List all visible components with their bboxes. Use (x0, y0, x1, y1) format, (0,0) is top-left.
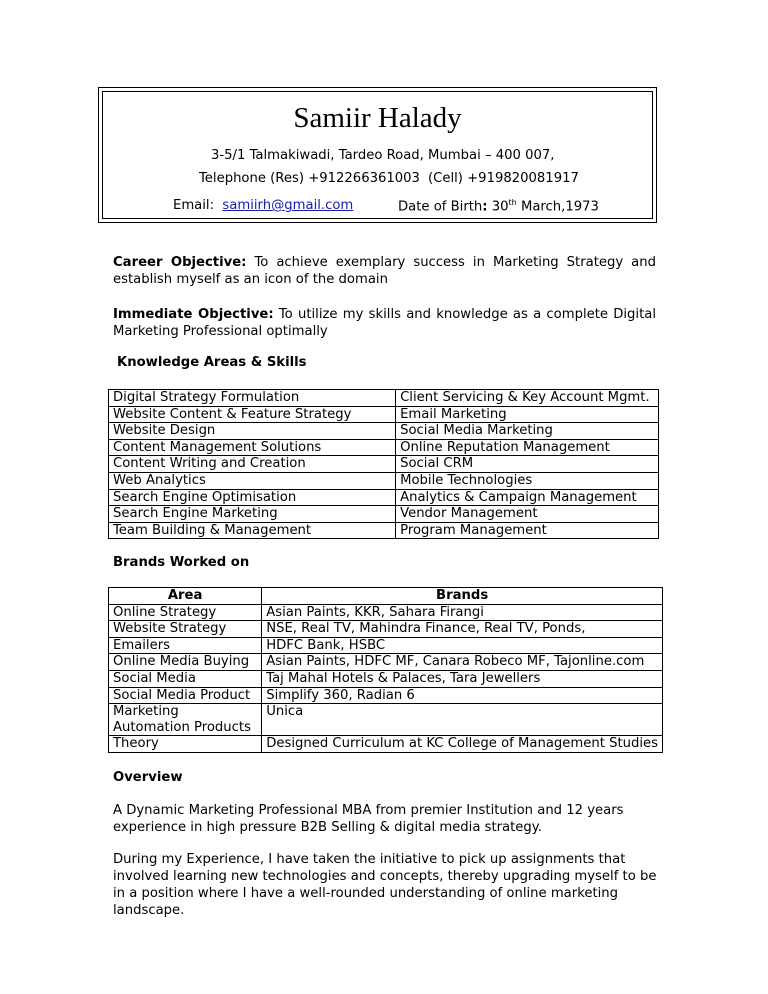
skills-cell-right: Online Reputation Management (396, 439, 659, 456)
skills-cell-right: Program Management (396, 522, 659, 539)
skills-cell-left: Website Design (109, 423, 396, 440)
dob-suffix: th (508, 198, 517, 207)
skills-cell-left: Search Engine Optimisation (109, 489, 396, 506)
brands-row (109, 670, 663, 687)
skills-cell-left: Content Management Solutions (109, 439, 396, 456)
brands-row (109, 654, 663, 671)
skills-cell-left: Website Content & Feature Strategy (109, 406, 396, 423)
brands-col-area: Area (109, 588, 262, 605)
email-label: Email: (173, 198, 215, 213)
brands-cell-left: Website Strategy (109, 621, 262, 638)
brands-row (109, 621, 663, 638)
brands-row (109, 687, 663, 704)
overview-paragraph-1: A Dynamic Marketing Professional MBA from premier Institution and 12 years experience in high pressure B2B Selling & digital media strategy. (113, 803, 624, 835)
skills-cell-left: Content Writing and Creation (109, 456, 396, 473)
brands-row (109, 637, 663, 654)
brands-cell-right: Designed Curriculum at KC College of Management Studies (262, 736, 663, 753)
skills-cell-right: Client Servicing & Key Account Mgmt. (396, 390, 659, 407)
skills-cell-right: Email Marketing (396, 406, 659, 423)
dob-rest: March,1973 (516, 199, 599, 215)
brands-cell-left: Marketing Automation Products (109, 704, 262, 736)
immediate-objective-label: Immediate Objective: (113, 307, 274, 322)
skills-row (109, 522, 659, 539)
skills-cell-right: Analytics & Campaign Management (396, 489, 659, 506)
brands-table (108, 587, 663, 753)
telephone: Telephone (Res) +912266361003 (199, 171, 420, 186)
candidate-name: Samiir Halady (293, 102, 462, 134)
skills-cell-left: Digital Strategy Formulation (109, 390, 396, 407)
dob-label: Date of Birth (398, 199, 483, 215)
brands-cell-left: Online Media Buying (109, 654, 262, 671)
brands-col-brands: Brands (262, 588, 663, 605)
skills-row (109, 456, 659, 473)
brands-row (109, 604, 663, 621)
email-link[interactable]: samiirh@gmail.com (222, 198, 354, 213)
skills-row (109, 489, 659, 506)
cell-phone: (Cell) +919820081917 (428, 171, 579, 186)
skills-table (108, 389, 659, 539)
immediate-objective (113, 306, 656, 340)
dob-day: 30 (491, 199, 509, 215)
brands-cell-left: Social Media (109, 670, 262, 687)
brands-row (109, 704, 663, 736)
brands-cell-left: Emailers (109, 637, 262, 654)
skills-heading: Knowledge Areas & Skills (117, 355, 307, 370)
date-of-birth (398, 198, 599, 214)
brands-cell-left: Online Strategy (109, 604, 262, 621)
skills-row (109, 439, 659, 456)
header-inner-border (102, 91, 653, 219)
brands-cell-right: Asian Paints, HDFC MF, Canara Robeco MF, Tajonline.com (262, 654, 663, 671)
skills-cell-left: Search Engine Marketing (109, 506, 396, 523)
skills-cell-right: Mobile Technologies (396, 472, 659, 489)
career-objective (113, 254, 656, 288)
brands-cell-left: Social Media Product (109, 687, 262, 704)
address: 3-5/1 Talmakiwadi, Tardeo Road, Mumbai – 400 007, (211, 148, 555, 163)
skills-row (109, 506, 659, 523)
skills-row (109, 423, 659, 440)
email-line (173, 198, 353, 213)
brands-heading: Brands Worked on (113, 555, 250, 570)
brands-row (109, 736, 663, 753)
immediate-objective-text: To utilize my skills and knowledge as a complete Digital Marketing Professional optimally (113, 307, 656, 339)
brands-cell-right: Simplify 360, Radian 6 (262, 687, 663, 704)
career-objective-label: Career Objective: (113, 255, 247, 270)
career-objective-text: To achieve exemplary success in Marketing Strategy and establish myself as an icon of the domain (113, 255, 656, 287)
skills-cell-left: Web Analytics (109, 472, 396, 489)
skills-cell-right: Social Media Marketing (396, 423, 659, 440)
header-box (98, 87, 657, 223)
skills-row (109, 472, 659, 489)
brands-cell-right: HDFC Bank, HSBC (262, 637, 663, 654)
overview-heading: Overview (113, 770, 183, 785)
skills-cell-right: Vendor Management (396, 506, 659, 523)
skills-cell-right: Social CRM (396, 456, 659, 473)
brands-cell-right: Taj Mahal Hotels & Palaces, Tara Jewellers (262, 670, 663, 687)
dob-colon: : (482, 199, 488, 215)
skills-row (109, 406, 659, 423)
brands-header-row (109, 588, 663, 605)
overview-paragraph-2: During my Experience, I have taken the initiative to pick up assignments that involved learning new technologies and concepts, thereby upgrading myself to be in a position where I have a well-rounded understanding of online marketing landscape. (113, 852, 657, 918)
skills-cell-left: Team Building & Management (109, 522, 396, 539)
brands-cell-right: NSE, Real TV, Mahindra Finance, Real TV, Ponds, (262, 621, 663, 638)
brands-cell-right: Asian Paints, KKR, Sahara Firangi (262, 604, 663, 621)
brands-cell-right: Unica (262, 704, 663, 736)
skills-row (109, 390, 659, 407)
brands-cell-left: Theory (109, 736, 262, 753)
